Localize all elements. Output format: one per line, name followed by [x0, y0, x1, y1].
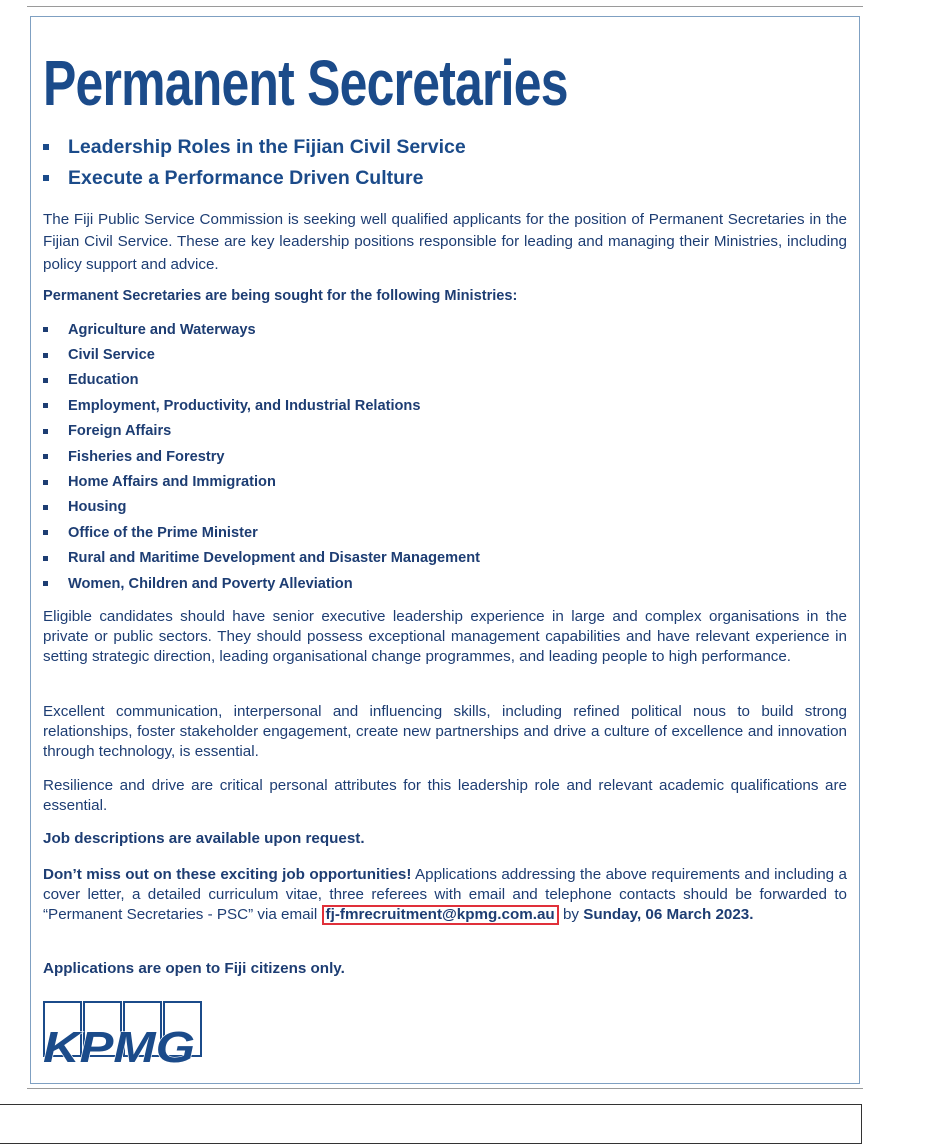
top-rule — [27, 6, 863, 7]
citizens-note: Applications are open to Fiji citizens only. — [43, 960, 345, 977]
ministry-label: Rural and Maritime Development and Disaster Management — [68, 550, 480, 567]
square-bullet-icon — [43, 327, 48, 332]
email-link[interactable]: fj-fmrecruitment@kpmg.com.au — [322, 905, 559, 925]
ministry-label: Office of the Prime Minister — [68, 524, 258, 541]
page-title: Permanent Secretaries — [43, 47, 568, 119]
ministry-item — [43, 444, 480, 469]
intro-paragraph: The Fiji Public Service Commission is seeking well qualified applicants for the position of Permanent Secretaries in the Fijian Civil Service. These are key leadership positions responsible for leading and managing their Ministries, including policy support and advice. — [43, 211, 847, 273]
job-descriptions-note: Job descriptions are available upon request. — [43, 830, 365, 847]
apply-by: by — [562, 906, 579, 923]
kpmg-logo — [43, 1000, 208, 1070]
square-bullet-icon — [43, 581, 48, 586]
square-bullet-icon — [43, 403, 48, 408]
ministry-item — [43, 546, 480, 571]
apply-body: Applications addressing the above requirements and including a cover letter, a detailed curriculum vitae, three referees with email and telephone contacts should be forwarded to “Permanent Secretaries - PSC” via email — [43, 866, 847, 923]
ministry-item — [43, 342, 480, 367]
ministry-item — [43, 317, 480, 342]
ministry-label: Agriculture and Waterways — [68, 321, 256, 338]
logo-wordmark: KPMG — [43, 1023, 195, 1070]
ministry-item — [43, 469, 480, 494]
square-bullet-icon — [43, 480, 48, 485]
ministry-label: Foreign Affairs — [68, 423, 172, 440]
deadline-date: Sunday, 06 March 2023. — [583, 906, 754, 923]
ministry-item — [43, 419, 480, 444]
eligibility-paragraph: Eligible candidates should have senior executive leadership experience in large and complex organisations in the private or public sectors. They should possess exceptional management capabilities and have relevant experience in setting strategic direction, leading organisational change programmes, and leading people to high performance. — [43, 608, 847, 665]
ministries-heading: Permanent Secretaries are being sought for the following Ministries: — [43, 288, 518, 304]
ministries-list — [43, 317, 480, 596]
highlight-list — [43, 131, 466, 193]
ministry-label: Fisheries and Forestry — [68, 448, 225, 465]
ministry-label: Women, Children and Poverty Alleviation — [68, 575, 353, 592]
application-paragraph — [43, 865, 847, 925]
square-bullet-icon — [43, 144, 49, 150]
ministry-label: Home Affairs and Immigration — [68, 474, 276, 491]
ministry-item — [43, 393, 480, 418]
square-bullet-icon — [43, 353, 48, 358]
square-bullet-icon — [43, 175, 49, 181]
highlight-item — [43, 162, 466, 193]
ministry-label: Civil Service — [68, 347, 155, 364]
square-bullet-icon — [43, 454, 48, 459]
square-bullet-icon — [43, 429, 48, 434]
ministry-item — [43, 368, 480, 393]
next-ad-border — [0, 1104, 862, 1144]
ministry-label: Employment, Productivity, and Industrial Relations — [68, 397, 421, 414]
highlight-item — [43, 131, 466, 162]
ministry-label: Housing — [68, 499, 127, 516]
skills-paragraph: Excellent communication, interpersonal and influencing skills, including refined political nous to build strong relationships, foster stakeholder engagement, create new partnerships and drive a culture of excellence and innovation through technology, is essential. — [43, 703, 847, 760]
ministry-label: Education — [68, 372, 139, 389]
highlight-text: Leadership Roles in the Fijian Civil Service — [68, 135, 466, 158]
ministry-item — [43, 495, 480, 520]
highlight-text: Execute a Performance Driven Culture — [68, 166, 424, 189]
square-bullet-icon — [43, 530, 48, 535]
bottom-rule — [27, 1088, 863, 1089]
square-bullet-icon — [43, 505, 48, 510]
ministry-item — [43, 520, 480, 545]
ministry-item — [43, 571, 480, 596]
square-bullet-icon — [43, 378, 48, 383]
resilience-paragraph: Resilience and drive are critical personal attributes for this leadership role and relevant academic qualifications are essential. — [43, 777, 847, 814]
square-bullet-icon — [43, 556, 48, 561]
apply-lead: Don’t miss out on these exciting job opportunities! — [43, 866, 412, 883]
